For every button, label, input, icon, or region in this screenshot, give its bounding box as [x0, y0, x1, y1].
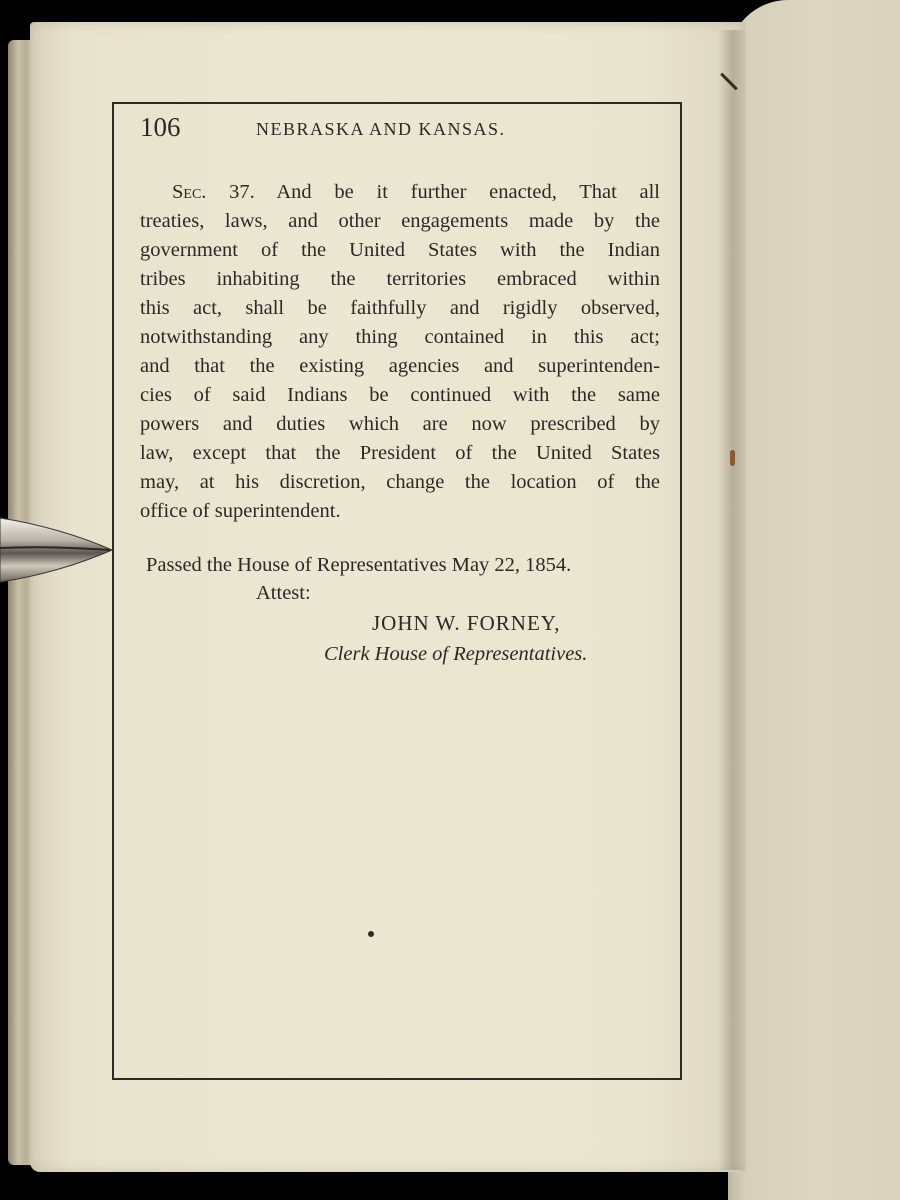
paragraph-line: may, at his discretion, change the location of the [140, 471, 660, 493]
ink-dot [368, 931, 374, 937]
facing-page [728, 0, 900, 1200]
running-head: NEBRASKA AND KANSAS. [256, 119, 506, 139]
paragraph-line: government of the United States with the Indian [140, 239, 660, 261]
paper-fleck [730, 450, 735, 466]
page-number: 106 [140, 112, 181, 142]
paragraph-line: powers and duties which are now prescribed by [140, 413, 660, 435]
paragraph-line: treaties, laws, and other engagements made by the [140, 210, 660, 232]
signer-name: JOHN W. FORNEY, [372, 611, 561, 635]
attest-label: Attest: [256, 582, 311, 604]
paragraph-line: law, except that the President of the United States [140, 442, 660, 464]
paragraph-line: notwithstanding any thing contained in this act; [140, 326, 660, 348]
paragraph-line-text: 37. And be it further enacted, That all [206, 181, 660, 203]
metal-pointer-icon [0, 510, 120, 590]
paragraph-line: cies of said Indians be continued with the same [140, 384, 660, 406]
paragraph-line: tribes inhabiting the territories embraced within [140, 268, 660, 290]
paragraph-line: office of superintendent. [140, 500, 341, 522]
paragraph-line [140, 178, 660, 207]
gutter-shadow [718, 30, 748, 1170]
signer-title: Clerk House of Representatives. [324, 643, 588, 665]
paragraph-line: and that the existing agencies and superintenden- [140, 355, 660, 377]
passed-statement: Passed the House of Representatives May 22, 1854. [146, 554, 572, 576]
section-label: Sec. [172, 181, 207, 203]
section-paragraph [140, 178, 660, 526]
paragraph-line: this act, shall be faithfully and rigidly observed, [140, 297, 660, 319]
